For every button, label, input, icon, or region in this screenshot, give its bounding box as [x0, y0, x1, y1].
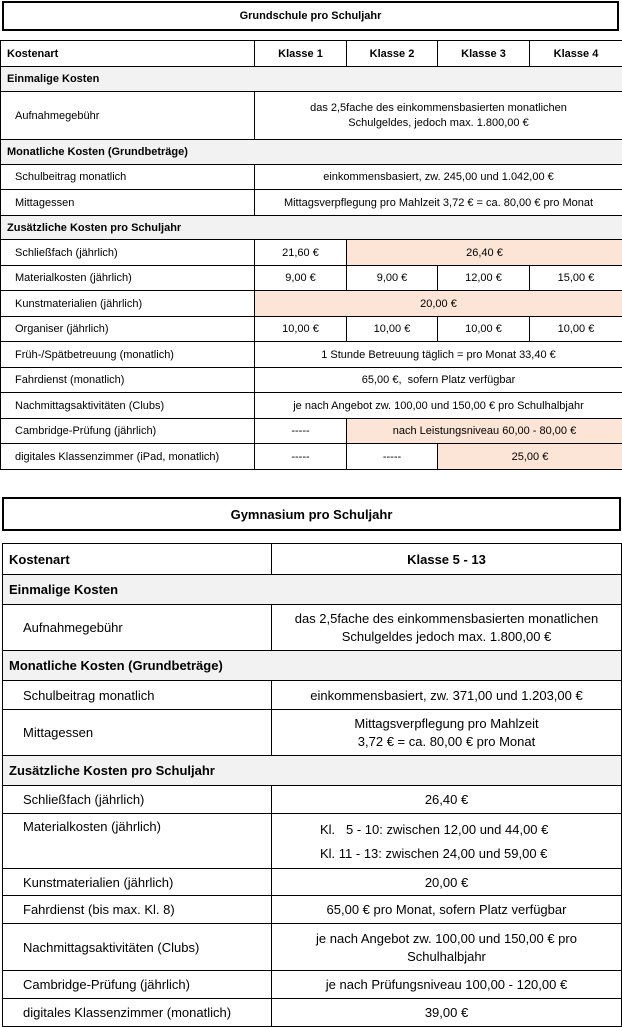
table-row [1, 190, 622, 216]
materialkosten-value [272, 814, 622, 869]
row-label-fahrdienst: Fahrdienst (bis max. Kl. 8) [3, 896, 272, 924]
row-label-cambridge: Cambridge-Prüfung (jährlich) [1, 419, 255, 444]
gymnasium-title: Gymnasium pro Schuljahr [2, 497, 621, 531]
schliessfach-klasse-2-4: 26,40 € [347, 240, 622, 266]
row-label-materialkosten: Materialkosten (jährlich) [1, 266, 255, 291]
row-label-organiser: Organiser (jährlich) [1, 317, 255, 342]
organiser-klasse-4: 10,00 € [530, 317, 622, 342]
nachmittagsaktivitaeten-line-1: je nach Angebot zw. 100,00 und 150,00 € pro [278, 931, 615, 946]
header-kostenart: Kostenart [1, 41, 255, 67]
digital-klasse-1: ----- [255, 444, 347, 470]
table-row [3, 681, 622, 710]
nachmittagsaktivitaeten-value: je nach Angebot zw. 100,00 und 150,00 € pro Schulhalbjahr [255, 393, 622, 419]
schliessfach-value: 26,40 € [272, 786, 622, 814]
row-label-cambridge: Cambridge-Prüfung (jährlich) [3, 971, 272, 999]
row-label-mittagessen: Mittagessen [3, 710, 272, 756]
table-row [1, 419, 622, 444]
section-monatliche-kosten: Monatliche Kosten (Grundbeträge) [1, 140, 622, 165]
row-label-mittagessen: Mittagessen [1, 190, 255, 216]
kunstmaterialien-value: 20,00 € [272, 869, 622, 896]
row-label-schulbeitrag: Schulbeitrag monatlich [3, 681, 272, 710]
materialkosten-line-2: Kl. 11 - 13: zwischen 24,00 und 59,00 € [320, 846, 615, 861]
row-label-kunstmaterialien: Kunstmaterialien (jährlich) [3, 869, 272, 896]
schulbeitrag-value: einkommensbasiert, zw. 371,00 und 1.203,00 € [272, 681, 622, 710]
fruehbetreuung-value: 1 Stunde Betreuung täglich = pro Monat 33,40 € [255, 342, 622, 368]
table-row [1, 393, 622, 419]
header-klasse-5-13: Klasse 5 - 13 [272, 544, 622, 575]
digital-klasse-2: ----- [347, 444, 438, 470]
mittagessen-value: Mittagsverpflegung pro Mahlzeit 3,72 € = ca. 80,00 € pro Monat [255, 190, 622, 216]
materialkosten-line-1: Kl. 5 - 10: zwischen 12,00 und 44,00 € [320, 822, 615, 837]
organiser-klasse-3: 10,00 € [438, 317, 530, 342]
mittagessen-line-1: Mittagsverpflegung pro Mahlzeit [278, 716, 615, 731]
aufnahmegebuehr-line-2: Schulgeldes, jedoch max. 1.800,00 € [261, 117, 616, 129]
nachmittagsaktivitaeten-line-2: Schulhalbjahr [278, 949, 615, 964]
header-kostenart: Kostenart [3, 544, 272, 575]
material-klasse-2: 9,00 € [347, 266, 438, 291]
row-label-materialkosten: Materialkosten (jährlich) [3, 814, 272, 869]
row-label-nachmittagsaktivitaeten: Nachmittagsaktivitäten (Clubs) [1, 393, 255, 419]
nachmittagsaktivitaeten-value [272, 924, 622, 971]
table-row [3, 896, 622, 924]
gymnasium-cost-table [2, 543, 622, 1027]
header-klasse-3: Klasse 3 [438, 41, 530, 67]
grundschule-title: Grundschule pro Schuljahr [2, 1, 619, 31]
section-row [1, 216, 622, 240]
table-row [1, 291, 622, 317]
header-klasse-1: Klasse 1 [255, 41, 347, 67]
grundschule-cost-table [0, 40, 622, 470]
row-label-fruehbetreuung: Früh-/Spätbetreuung (monatlich) [1, 342, 255, 368]
table-row [3, 924, 622, 971]
row-label-nachmittagsaktivitaeten: Nachmittagsaktivitäten (Clubs) [3, 924, 272, 971]
section-row [3, 651, 622, 681]
aufnahmegebuehr-line-1: das 2,5fache des einkommensbasierten monatlichen [274, 611, 619, 626]
table-row [3, 999, 622, 1027]
table-row [3, 814, 622, 869]
table-row [3, 971, 622, 999]
aufnahmegebuehr-value [255, 92, 622, 140]
section-row [3, 756, 622, 786]
mittagessen-value [272, 710, 622, 756]
digital-value: 39,00 € [272, 999, 622, 1027]
table-row [1, 240, 622, 266]
material-klasse-4: 15,00 € [530, 266, 622, 291]
header-klasse-2: Klasse 2 [347, 41, 438, 67]
table-row [1, 368, 622, 393]
table-row [1, 165, 622, 190]
row-label-fahrdienst: Fahrdienst (monatlich) [1, 368, 255, 393]
organiser-klasse-1: 10,00 € [255, 317, 347, 342]
cambridge-value: je nach Prüfungsniveau 100,00 - 120,00 € [272, 971, 622, 999]
section-einmalige-kosten: Einmalige Kosten [3, 575, 622, 605]
aufnahmegebuehr-line-2: Schulgeldes jedoch max. 1.800,00 € [274, 629, 619, 644]
table-row [3, 710, 622, 756]
cambridge-klasse-1: ----- [255, 419, 347, 444]
fahrdienst-value: 65,00 € pro Monat, sofern Platz verfügbar [272, 896, 622, 924]
schliessfach-klasse-1: 21,60 € [255, 240, 347, 266]
table-row [1, 92, 622, 140]
table-row [1, 444, 622, 470]
aufnahmegebuehr-value [272, 605, 622, 651]
table-row [3, 605, 622, 651]
row-label-digitales-klassenzimmer: digitales Klassenzimmer (monatlich) [3, 999, 272, 1027]
row-label-kunstmaterialien: Kunstmaterialien (jährlich) [1, 291, 255, 317]
section-monatliche-kosten: Monatliche Kosten (Grundbeträge) [3, 651, 622, 681]
aufnahmegebuehr-line-1: das 2,5fache des einkommensbasierten monatlichen [261, 102, 616, 114]
table-header-row [3, 544, 622, 575]
section-einmalige-kosten: Einmalige Kosten [1, 67, 622, 92]
section-zusaetzliche-kosten: Zusätzliche Kosten pro Schuljahr [1, 216, 622, 240]
row-label-schliessfach: Schließfach (jährlich) [1, 240, 255, 266]
table-row [1, 266, 622, 291]
digital-klasse-3-4: 25,00 € [438, 444, 622, 470]
section-row [1, 140, 622, 165]
table-row [3, 786, 622, 814]
row-label-aufnahmegebuehr: Aufnahmegebühr [1, 92, 255, 140]
table-header-row [1, 41, 622, 67]
mittagessen-line-2: 3,72 € = ca. 80,00 € pro Monat [278, 734, 615, 749]
fahrdienst-value: 65,00 €, sofern Platz verfügbar [255, 368, 622, 393]
section-row [1, 67, 622, 92]
schulbeitrag-value: einkommensbasiert, zw. 245,00 und 1.042,00 € [255, 165, 622, 190]
table-row [1, 342, 622, 368]
kunstmaterialien-value: 20,00 € [255, 291, 622, 317]
header-klasse-4: Klasse 4 [530, 41, 622, 67]
organiser-klasse-2: 10,00 € [347, 317, 438, 342]
row-label-schulbeitrag: Schulbeitrag monatlich [1, 165, 255, 190]
section-zusaetzliche-kosten: Zusätzliche Kosten pro Schuljahr [3, 756, 622, 786]
row-label-schliessfach: Schließfach (jährlich) [3, 786, 272, 814]
table-row [3, 869, 622, 896]
material-klasse-1: 9,00 € [255, 266, 347, 291]
row-label-aufnahmegebuehr: Aufnahmegebühr [3, 605, 272, 651]
row-label-digitales-klassenzimmer: digitales Klassenzimmer (iPad, monatlich) [1, 444, 255, 470]
cambridge-klasse-2-4: nach Leistungsniveau 60,00 - 80,00 € [347, 419, 622, 444]
material-klasse-3: 12,00 € [438, 266, 530, 291]
section-row [3, 575, 622, 605]
table-row [1, 317, 622, 342]
